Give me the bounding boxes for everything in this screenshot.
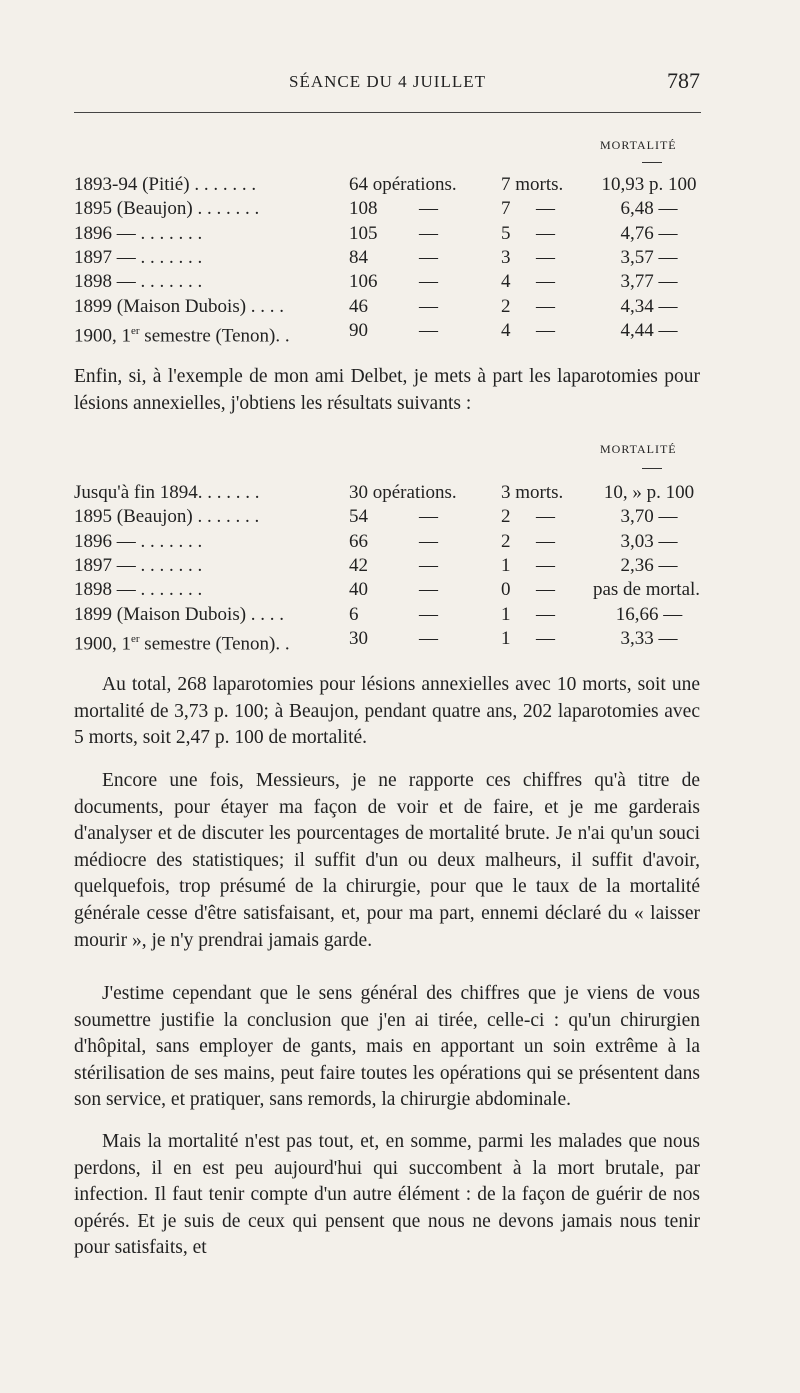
mortality-rate: 3,57 — <box>620 246 678 268</box>
header-title: SÉANCE DU 4 JUILLET <box>289 72 487 91</box>
row-label: 1893-94 (Pitié) . . . . . . . <box>74 174 257 195</box>
ditto-dash: — <box>536 506 555 528</box>
page-number: 787 <box>667 68 700 93</box>
mortality-rate: 10, » p. 100 <box>603 482 695 503</box>
row-label-year: 1900, 1 <box>74 325 131 347</box>
table-row <box>74 505 714 529</box>
deaths-count: 4 <box>501 271 511 293</box>
ditto-dash: — <box>419 627 438 649</box>
operations-count: 42 <box>349 554 368 576</box>
deaths-count: 7 <box>501 198 511 220</box>
row-label-ordinal: er <box>131 324 140 337</box>
table-row <box>74 603 714 627</box>
operations-count: 66 <box>349 530 368 552</box>
operations-count: 106 <box>349 271 378 293</box>
ditto-dash: — <box>419 603 438 625</box>
ditto-dash: — <box>419 530 438 552</box>
table-row <box>74 530 714 554</box>
row-label: 1899 (Maison Dubois) . . . . <box>74 603 285 625</box>
deaths-count: 2 <box>501 506 511 528</box>
row-label: 1897 — . . . . . . . <box>74 246 203 268</box>
row-label: 1895 (Beaujon) . . . . . . . <box>74 506 260 528</box>
row-label: 1896 — . . . . . . . <box>74 222 203 244</box>
deaths-count: 0 <box>501 579 511 601</box>
row-label: 1899 (Maison Dubois) . . . . <box>74 295 285 317</box>
paragraph-statistics: Encore une fois, Messieurs, je ne rapporte ces chiffres qu'à titre de documents, pour étayer ma façon de voir et de faire, et je me garderais d'analyser et de discuter les pourcentages de mortalité brute. Je n'ai qu'un souci médiocre des statistiques; il suffit d'un ou deux malheurs, il suffit d'avoir, quelquefois, trop présumé de la chirurgie, pour que le taux de la mortalité générale cesse d'être satisfaisant, et, pour ma part, ennemi déclaré du « laisser mourir », je n'y prendrai jamais garde. <box>74 770 700 951</box>
table-row <box>74 246 714 270</box>
table-row <box>74 222 714 246</box>
table-row <box>74 578 714 602</box>
ditto-dash: — <box>419 198 438 220</box>
mortality-rate: 3,70 — <box>620 506 678 528</box>
ditto-dash: — <box>536 222 555 244</box>
operations-count: 40 <box>349 579 368 601</box>
ditto-dash: — <box>419 246 438 268</box>
operations-count: 64 opérations. <box>349 174 457 195</box>
mortality-rate: 6,48 — <box>620 198 678 220</box>
row-label <box>74 319 290 348</box>
ditto-dash: — <box>536 295 555 317</box>
table-row <box>74 173 714 197</box>
paragraph-mortality: Mais la mortalité n'est pas tout, et, en somme, parmi les malades que nous perdons, il en est peu aujourd'hui qui succombent à la mort brutale, par infection. Il faut tenir compte d'un autre élément : de la façon de guérir de nos opérés. Et je suis de ceux qui pensent que nous ne devons jamais nous tenir pour satisfaits, et <box>74 1131 700 1259</box>
deaths-count: 1 <box>501 554 511 576</box>
table1-mortality-label: MORTALITÉ <box>600 138 677 152</box>
deaths-count: 2 <box>501 530 511 552</box>
operations-count: 90 <box>349 319 368 341</box>
paragraph-intro-annexial: Enfin, si, à l'exemple de mon ami Delbet, je mets à part les laparotomies pour lésions annexielles, j'obtiens les résultats suivants : <box>74 366 700 414</box>
mortality-rate: 10,93 p. 100 <box>601 174 697 195</box>
row-label: 1897 — . . . . . . . <box>74 554 203 576</box>
paragraph-conclusion: J'estime cependant que le sens général des chiffres que je viens de vous soumettre justifie la conclusion que j'en ai tirée, celle-ci : qu'un chirurgien d'hôpital, sans employer de gants, mais en apportant un soin extrême à la stérilisation de ses mains, peut faire toutes les opérations qui se présentent dans son service, et pratiquer, sans remords, la chirurgie abdominale. <box>74 983 700 1111</box>
deaths-count: 2 <box>501 295 511 317</box>
table-row <box>74 481 714 505</box>
mortality-rate: 4,76 — <box>620 222 678 244</box>
ditto-dash: — <box>419 506 438 528</box>
table-row <box>74 295 714 319</box>
operations-count: 108 <box>349 198 378 220</box>
header-rule <box>74 112 701 113</box>
row-label-ordinal: er <box>131 632 140 645</box>
operations-count: 105 <box>349 222 378 244</box>
deaths-count: 3 morts. <box>501 482 564 503</box>
mortality-rate: 3,33 — <box>620 627 678 649</box>
ditto-dash: — <box>536 579 555 601</box>
table-row <box>74 627 714 655</box>
operations-count: 54 <box>349 506 368 528</box>
deaths-count: 3 <box>501 246 511 268</box>
operations-count: 30 <box>349 627 368 649</box>
table1-mortality-rule <box>642 162 662 163</box>
ditto-dash: — <box>419 554 438 576</box>
deaths-count: 5 <box>501 222 511 244</box>
mortality-rate: pas de mortal. <box>592 579 701 601</box>
table-row <box>74 197 714 221</box>
row-label: 1898 — . . . . . . . <box>74 271 203 293</box>
ditto-dash: — <box>419 222 438 244</box>
ditto-dash: — <box>536 554 555 576</box>
operations-count: 46 <box>349 295 368 317</box>
mortality-rate: 3,77 — <box>620 271 678 293</box>
row-label-year: 1900, 1 <box>74 633 131 655</box>
ditto-dash: — <box>536 627 555 649</box>
table-row <box>74 554 714 578</box>
table-row <box>74 270 714 294</box>
mortality-rate: 4,44 — <box>620 319 678 341</box>
operations-count: 30 opérations. <box>349 482 457 503</box>
mortality-rate: 3,03 — <box>620 530 678 552</box>
row-label-rest: semestre (Tenon). . <box>139 325 290 347</box>
ditto-dash: — <box>536 271 555 293</box>
ditto-dash: — <box>536 319 555 341</box>
ditto-dash: — <box>536 530 555 552</box>
row-label: Jusqu'à fin 1894. . . . . . . <box>74 482 260 503</box>
deaths-count: 1 <box>501 603 511 625</box>
row-label: 1895 (Beaujon) . . . . . . . <box>74 198 260 220</box>
operations-count: 6 <box>349 603 359 625</box>
deaths-count: 4 <box>501 319 511 341</box>
running-header <box>74 68 700 98</box>
table2-mortality-rule <box>642 468 662 469</box>
table-row <box>74 319 714 347</box>
row-label <box>74 627 290 656</box>
deaths-count: 7 morts. <box>501 174 564 195</box>
ditto-dash: — <box>419 319 438 341</box>
mortality-rate: 2,36 — <box>620 554 678 576</box>
ditto-dash: — <box>419 579 438 601</box>
mortality-rate: 4,34 — <box>620 295 678 317</box>
row-label-rest: semestre (Tenon). . <box>139 633 290 655</box>
ditto-dash: — <box>536 603 555 625</box>
operations-count: 84 <box>349 246 368 268</box>
ditto-dash: — <box>419 271 438 293</box>
ditto-dash: — <box>536 246 555 268</box>
row-label: 1898 — . . . . . . . <box>74 579 203 601</box>
mortality-rate: 16,66 — <box>615 603 683 625</box>
paragraph-total: Au total, 268 laparotomies pour lésions annexielles avec 10 morts, soit une mortalité de 3,73 p. 100; à Beaujon, pendant quatre ans, 202 laparotomies avec 5 morts, soit 2,47 p. 100 de mortalité. <box>74 674 700 749</box>
ditto-dash: — <box>419 295 438 317</box>
table2-mortality-label: MORTALITÉ <box>600 442 677 456</box>
row-label: 1896 — . . . . . . . <box>74 530 203 552</box>
ditto-dash: — <box>536 198 555 220</box>
deaths-count: 1 <box>501 627 511 649</box>
